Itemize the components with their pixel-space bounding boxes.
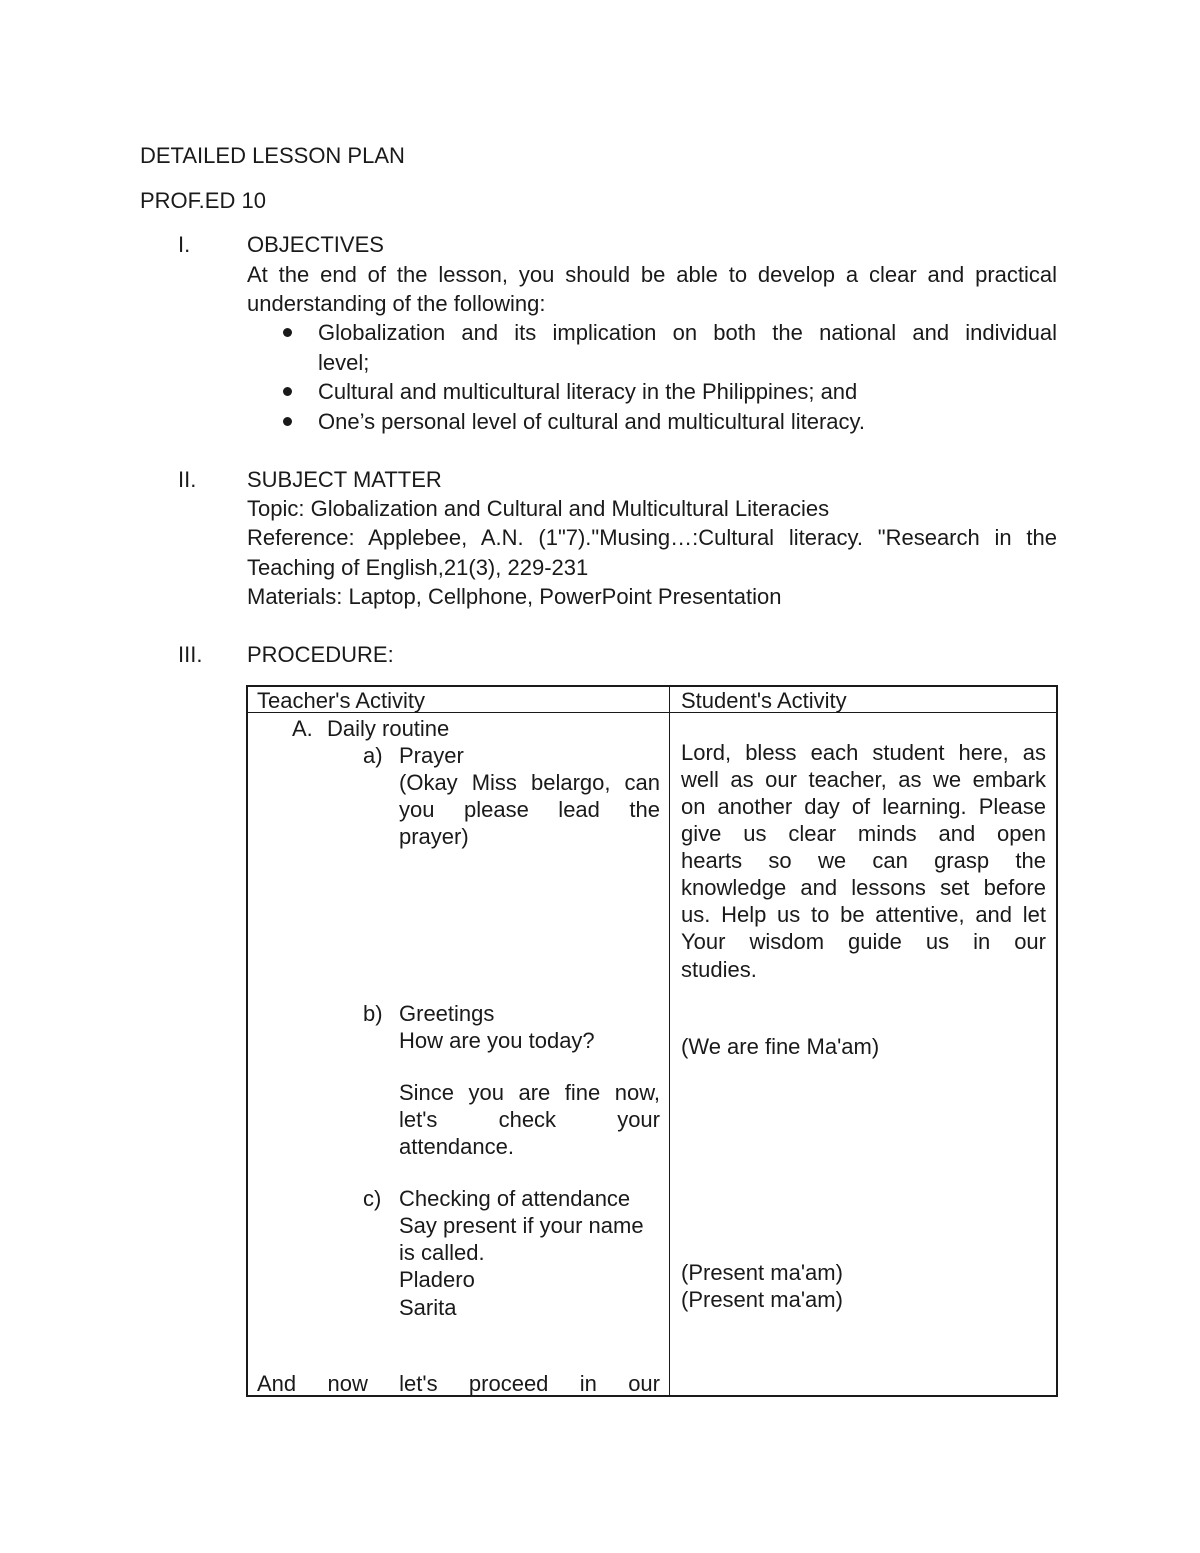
course-code: PROF.ED 10 bbox=[140, 188, 266, 213]
prayer-marker: a) bbox=[363, 743, 383, 768]
daily-routine-marker: A. bbox=[292, 716, 313, 741]
attendance-name-1: Pladero bbox=[399, 1267, 475, 1292]
attendance-line-1: Say present if your name bbox=[399, 1213, 644, 1238]
attendance-marker: c) bbox=[363, 1186, 382, 1211]
objective-bullet-2: Cultural and multicultural literacy in the Philippines; and bbox=[318, 379, 858, 404]
document-title: DETAILED LESSON PLAN bbox=[140, 143, 405, 168]
objective-bullet-3: One’s personal level of cultural and multicultural literacy. bbox=[318, 409, 866, 434]
attendance-name-2: Sarita bbox=[399, 1295, 457, 1320]
procedure-table bbox=[246, 685, 1058, 1397]
student-prayer-line-7: us. Help us to be attentive, and let bbox=[681, 902, 1046, 927]
student-prayer-line-2: well as our teacher, as we embark bbox=[681, 767, 1046, 792]
table-header-teacher: Teacher's Activity bbox=[257, 688, 426, 713]
student-prayer-line-9: studies. bbox=[681, 957, 757, 982]
objectives-intro-line2: understanding of the following: bbox=[247, 291, 546, 316]
prayer-heading: Prayer bbox=[399, 743, 464, 768]
student-prayer-line-1: Lord, bless each student here, as bbox=[681, 740, 1046, 765]
attendance-heading: Checking of attendance bbox=[399, 1186, 631, 1211]
student-prayer-line-8: Your wisdom guide us in our bbox=[681, 929, 1046, 954]
bullet-icon bbox=[283, 328, 292, 337]
prayer-line-3: prayer) bbox=[399, 824, 469, 849]
section-heading-subject-matter: SUBJECT MATTER bbox=[247, 467, 442, 492]
subject-reference-line2: Teaching of English,21(3), 229-231 bbox=[247, 555, 589, 580]
table-border-right bbox=[1056, 685, 1058, 1397]
attendance-line-2: is called. bbox=[399, 1240, 485, 1265]
daily-routine-heading: Daily routine bbox=[327, 716, 450, 741]
bullet-icon bbox=[283, 387, 292, 396]
student-prayer-line-6: knowledge and lessons set before bbox=[681, 875, 1046, 900]
student-prayer-line-5: hearts so we can grasp the bbox=[681, 848, 1046, 873]
section-number-procedure: III. bbox=[178, 642, 203, 667]
student-present-reply-1: (Present ma'am) bbox=[681, 1260, 843, 1285]
table-column-divider bbox=[669, 685, 670, 1397]
prayer-line-1: (Okay Miss belargo, can bbox=[399, 770, 660, 795]
objective-bullet-1-line1: Globalization and its implication on both the national and individual bbox=[318, 320, 1057, 345]
greetings-question: How are you today? bbox=[399, 1028, 595, 1053]
subject-reference-line1: Reference: Applebee, A.N. (1"7)."Musing…:Cultural literacy. "Research in the bbox=[247, 525, 1057, 550]
objective-bullet-1-line2: level; bbox=[318, 350, 370, 375]
table-border-top bbox=[246, 685, 1058, 687]
student-prayer-line-3: on another day of learning. Please bbox=[681, 794, 1046, 819]
section-heading-objectives: OBJECTIVES bbox=[247, 232, 384, 257]
table-border-left bbox=[246, 685, 248, 1397]
section-number-subject-matter: II. bbox=[178, 467, 197, 492]
table-header-student: Student's Activity bbox=[681, 688, 847, 713]
greetings-marker: b) bbox=[363, 1001, 383, 1026]
since-line-3: attendance. bbox=[399, 1134, 514, 1159]
section-number-objectives: I. bbox=[178, 232, 191, 257]
objectives-intro-line1: At the end of the lesson, you should be able to develop a clear and practical bbox=[247, 262, 1057, 287]
subject-materials: Materials: Laptop, Cellphone, PowerPoint Presentation bbox=[247, 584, 782, 609]
subject-topic: Topic: Globalization and Cultural and Multicultural Literacies bbox=[247, 496, 830, 521]
section-heading-procedure: PROCEDURE: bbox=[247, 642, 394, 667]
since-line-2: let's check your bbox=[399, 1107, 660, 1132]
proceed-line: And now let's proceed in our bbox=[257, 1371, 660, 1396]
since-line-1: Since you are fine now, bbox=[399, 1080, 660, 1105]
student-greeting-reply: (We are fine Ma'am) bbox=[681, 1034, 880, 1059]
student-prayer-line-4: give us clear minds and open bbox=[681, 821, 1046, 846]
student-present-reply-2: (Present ma'am) bbox=[681, 1287, 843, 1312]
prayer-line-2: you please lead the bbox=[399, 797, 660, 822]
greetings-heading: Greetings bbox=[399, 1001, 495, 1026]
bullet-icon bbox=[283, 417, 292, 426]
